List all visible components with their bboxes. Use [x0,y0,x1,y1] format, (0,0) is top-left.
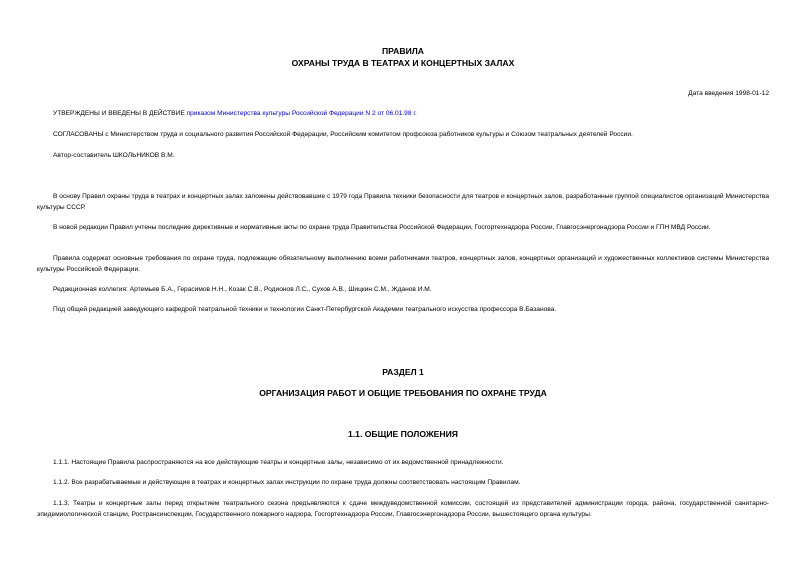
section-number: РАЗДЕЛ 1 [382,367,424,377]
approval-paragraph [37,109,769,120]
subsection-title: 1.1. ОБЩИЕ ПОЛОЖЕНИЯ [348,429,458,439]
agreed-paragraph: СОГЛАСОВАНЫ с Министерством труда и социального развития Российской Федерации, Российским комитетом профсоюза работников культуры и Союзом театральных деятелей России. [53,131,633,138]
approval-prefix: УТВЕРЖДЕНЫ И ВВЕДЕНЫ В ДЕЙСТВИЕ [53,110,187,117]
general-editor-paragraph: Под общей редакцией заведующего кафедрой театральной техники и технологии Санкт-Петербургской Академии театрального искусства профессора В.Базанова. [53,306,557,313]
clause-1-1-3: 1.1.3. Театры и концертные залы перед открытием театрального сезона предъявляются к сдаче междуведомственной комиссии, состоящей из представителей администрации города, района, государственной санитарно-эпидемиологической станции, Ространсинспекции, Государственного пожарного надзора, Госгортехнадзора России, Главгосэнергонадзора России, вышестоящего органа культуры. [37,500,769,518]
clause-1-1-1: 1.1.1. Настоящие Правила распространяются на все действующие театры и концертные залы, независимо от их ведомственной принадлежности. [53,459,504,466]
section-title: ОРГАНИЗАЦИЯ РАБОТ И ОБЩИЕ ТРЕБОВАНИЯ ПО ОХРАНЕ ТРУДА [259,388,547,398]
document-title-line2: ОХРАНЫ ТРУДА В ТЕАТРАХ И КОНЦЕРТНЫХ ЗАЛАХ [291,58,515,68]
author-paragraph: Автор-составитель ШКОЛЬНИКОВ В.М. [53,152,175,159]
intro-paragraph-3: Правила содержат основные требования по охране труда, подлежащие обязательному выполнению всеми работниками театров, концертных залов, концертных организаций и художественных коллективов системы Министерства культуры Российской Федерации. [37,255,769,273]
document-title-line1: ПРАВИЛА [382,46,424,56]
editorial-board-paragraph: Редакционная коллегия: Артемьев Б.А., Герасимов Н.Н., Козак С.В., Родионов Л.С., Сухов А.В., Шицкин С.М., Жданов И.М. [53,286,432,293]
clause-1-1-2: 1.1.2. Все разрабатываемые и действующие в театрах и концертных залах инструкции по охране труда должны соответствовать настоящим Правилам. [53,479,521,486]
document-page [37,0,769,571]
effective-date: Дата введения 1998-01-12 [688,90,769,97]
order-link[interactable]: приказом Министерства культуры Российской Федерации N 2 от 06.01.98 г. [186,110,417,117]
intro-paragraph-1: В основу Правил охраны труда в театрах и концертных залах заложены действовавшие с 1979 года Правила техники безопасности для театров и концертных залов, разработанные группой специалистов организаций Министерства культуры СССР. [37,193,769,211]
intro-paragraph-2: В новой редакции Правил учтены последние директивные и нормативные акты по охране труда Правительства Российской Федерации, Госгортехнадзора России, Главгосэнергонадзора России и ГПН МВД России. [53,224,711,231]
